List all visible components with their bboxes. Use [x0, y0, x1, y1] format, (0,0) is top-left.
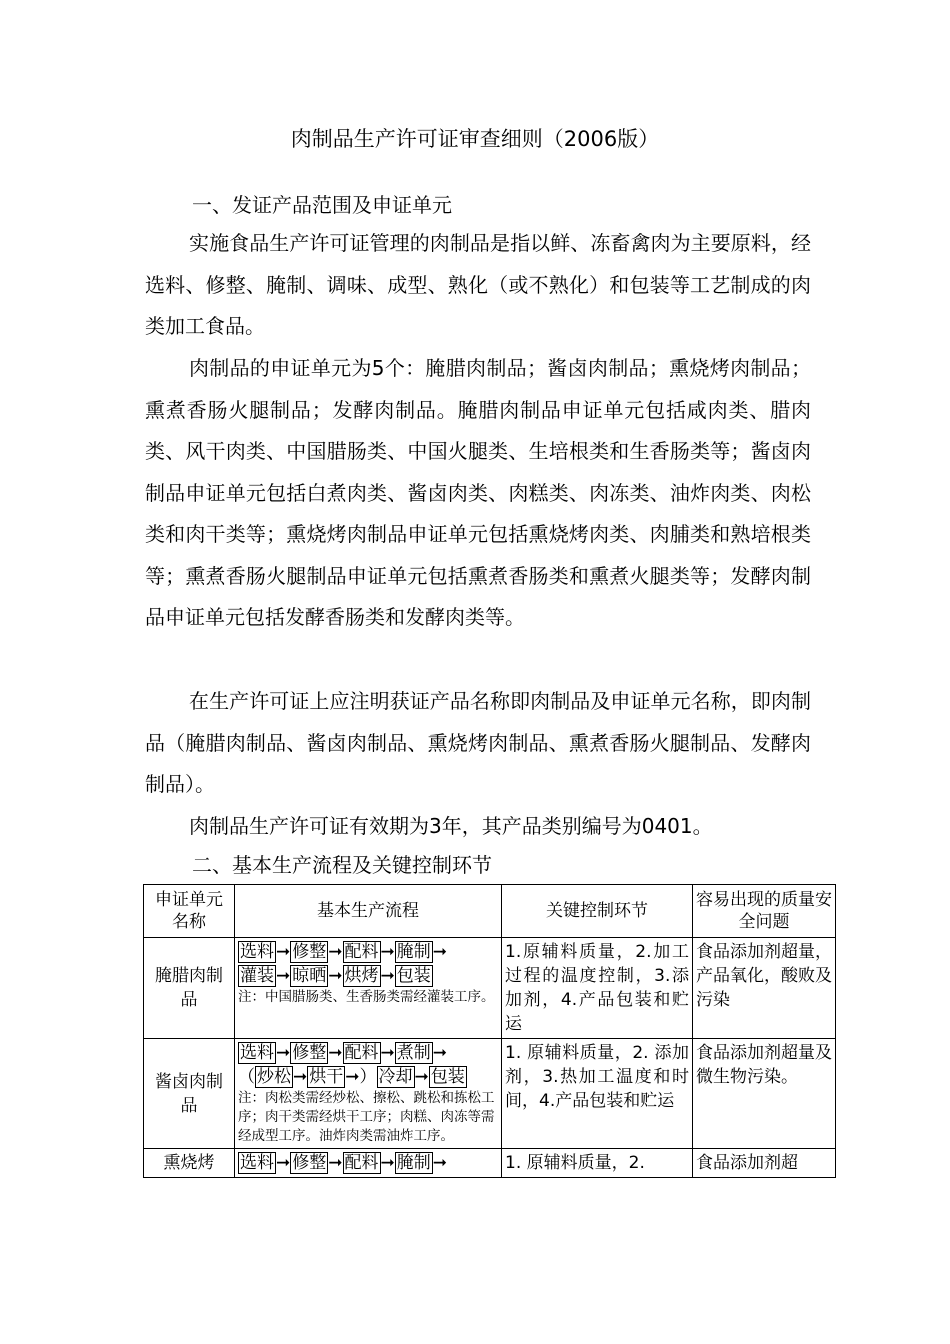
step-box: 灌装 — [240, 966, 274, 986]
unit-cell: 酱卤肉制品 — [144, 1039, 235, 1149]
section1-paragraph-4: 肉制品生产许可证有效期为3年，其产品类别编号为0401。 — [189, 814, 713, 838]
header-flow: 基本生产流程 — [235, 885, 502, 938]
step-box: 选料 — [240, 942, 274, 962]
paren-open: （ — [238, 1067, 255, 1087]
arrow-icon: ➞ — [328, 966, 343, 986]
step-box: 选料 — [240, 1153, 274, 1173]
step-box: 配料 — [344, 1043, 379, 1063]
flow-cell — [235, 938, 502, 1039]
section1-paragraph-1: 实施食品生产许可证管理的肉制品是指以鲜、冻畜禽肉为主要原料，经选料、修整、腌制、调味、成型、熟化（或不熟化）和包装等工艺制成的肉类加工食品。 — [145, 231, 811, 338]
arrow-icon: ➞ — [328, 1043, 343, 1063]
step-box: 煮制 — [396, 1043, 431, 1063]
header-unit: 申证单元名称 — [144, 885, 235, 938]
arrow-icon: ➞ — [276, 1043, 291, 1063]
step-box: 配料 — [344, 942, 379, 962]
unit-cell: 腌腊肉制品 — [144, 938, 235, 1039]
issues-cell: 食品添加剂超 — [693, 1149, 836, 1178]
arrow-icon: ➞ — [328, 942, 343, 962]
control-cell: 1.原辅料质量，2.加工过程的温度控制，3.添加剂，4.产品包装和贮运 — [502, 938, 693, 1039]
header-issues: 容易出现的质量安全问题 — [693, 885, 836, 938]
arrow-icon: ➞ — [380, 966, 395, 986]
flow-cell — [235, 1149, 502, 1178]
arrow-icon: ➞ — [293, 1067, 308, 1087]
paren-close: ） — [359, 1067, 377, 1087]
section1-paragraph-3: 在生产许可证上应注明获证产品名称即肉制品及申证单元名称，即肉制品（腌腊肉制品、酱卤肉制品、熏烧烤肉制品、熏煮香肠火腿制品、发酵肉制品）。 — [145, 689, 811, 796]
table-header-row — [144, 885, 836, 938]
step-box: 烘干 — [309, 1067, 344, 1087]
issues-cell: 食品添加剂超量，产品氧化，酸败及污染 — [693, 938, 836, 1039]
step-box: 包装 — [430, 1067, 465, 1087]
flow-cell — [235, 1039, 502, 1149]
step-box: 冷却 — [378, 1067, 413, 1087]
flow-line — [238, 1041, 498, 1065]
step-box: 修整 — [292, 942, 327, 962]
step-box: 腌制 — [396, 942, 431, 962]
arrow-icon: ➞ — [432, 942, 447, 962]
flow-note: 注：肉松类需经炒松、擦松、跳松和拣松工序；肉干类需经烘干工序；肉糕、肉冻等需经成型工序。油炸肉类需油炸工序。 — [238, 1090, 495, 1144]
document-title: 肉制品生产许可证审查细则（2006版） — [290, 127, 660, 151]
section1-paragraph-2: 肉制品的申证单元为5个：腌腊肉制品；酱卤肉制品；熏烧烤肉制品；熏煮香肠火腿制品；发酵肉制品。腌腊肉制品申证单元包括咸肉类、腊肉类、风干肉类、中国腊肠类、中国火腿类、生培根类和生香肠类等；酱卤肉制品申证单元包括白煮肉类、酱卤肉类、肉糕类、肉冻类、油炸肉类、肉松类和肉干类等；熏烧烤肉制品申证单元包括熏烧烤肉类、肉脯类和熟培根类等；熏煮香肠火腿制品申证单元包括熏煮香肠类和熏煮火腿类等；发酵肉制品申证单元包括发酵香肠类和发酵肉类等。 — [145, 356, 811, 629]
arrow-icon: ➞ — [380, 1153, 395, 1173]
arrow-icon: ➞ — [276, 1153, 291, 1173]
issues-cell: 食品添加剂超量及微生物污染。 — [693, 1039, 836, 1149]
step-box: 选料 — [240, 1043, 274, 1063]
control-cell: 1. 原辅料质量，2. — [502, 1149, 693, 1178]
flow-line — [238, 940, 498, 964]
arrow-icon: ➞ — [345, 1067, 360, 1087]
step-box: 修整 — [292, 1043, 327, 1063]
step-box: 烘烤 — [344, 966, 379, 986]
arrow-icon: ➞ — [414, 1067, 429, 1087]
table-row — [144, 1149, 836, 1178]
flow-note: 注：中国腊肠类、生香肠类需经灌装工序。 — [238, 989, 495, 1005]
step-box: 配料 — [344, 1153, 379, 1173]
unit-cell: 熏烧烤 — [144, 1149, 235, 1178]
arrow-icon: ➞ — [328, 1153, 343, 1173]
step-box: 修整 — [292, 1153, 327, 1173]
flow-line — [238, 1065, 498, 1089]
arrow-icon: ➞ — [432, 1153, 447, 1173]
control-cell: 1. 原辅料质量，2. 添加剂，3.热加工温度和时间，4.产品包装和贮运 — [502, 1039, 693, 1149]
production-process-table — [143, 884, 836, 1178]
step-box: 炒松 — [257, 1067, 291, 1087]
arrow-icon: ➞ — [380, 942, 395, 962]
section2-heading: 二、基本生产流程及关键控制环节 — [192, 853, 492, 877]
table-row — [144, 938, 836, 1039]
table-row — [144, 1039, 836, 1149]
step-box: 包装 — [396, 966, 431, 986]
arrow-icon: ➞ — [276, 966, 291, 986]
header-control: 关键控制环节 — [502, 885, 693, 938]
arrow-icon: ➞ — [276, 942, 291, 962]
arrow-icon: ➞ — [432, 1043, 447, 1063]
flow-line — [238, 964, 498, 988]
step-box: 腌制 — [396, 1153, 431, 1173]
flow-line — [238, 1151, 498, 1175]
arrow-icon: ➞ — [380, 1043, 395, 1063]
step-box: 晾晒 — [292, 966, 327, 986]
section1-heading: 一、发证产品范围及申证单元 — [192, 193, 452, 217]
